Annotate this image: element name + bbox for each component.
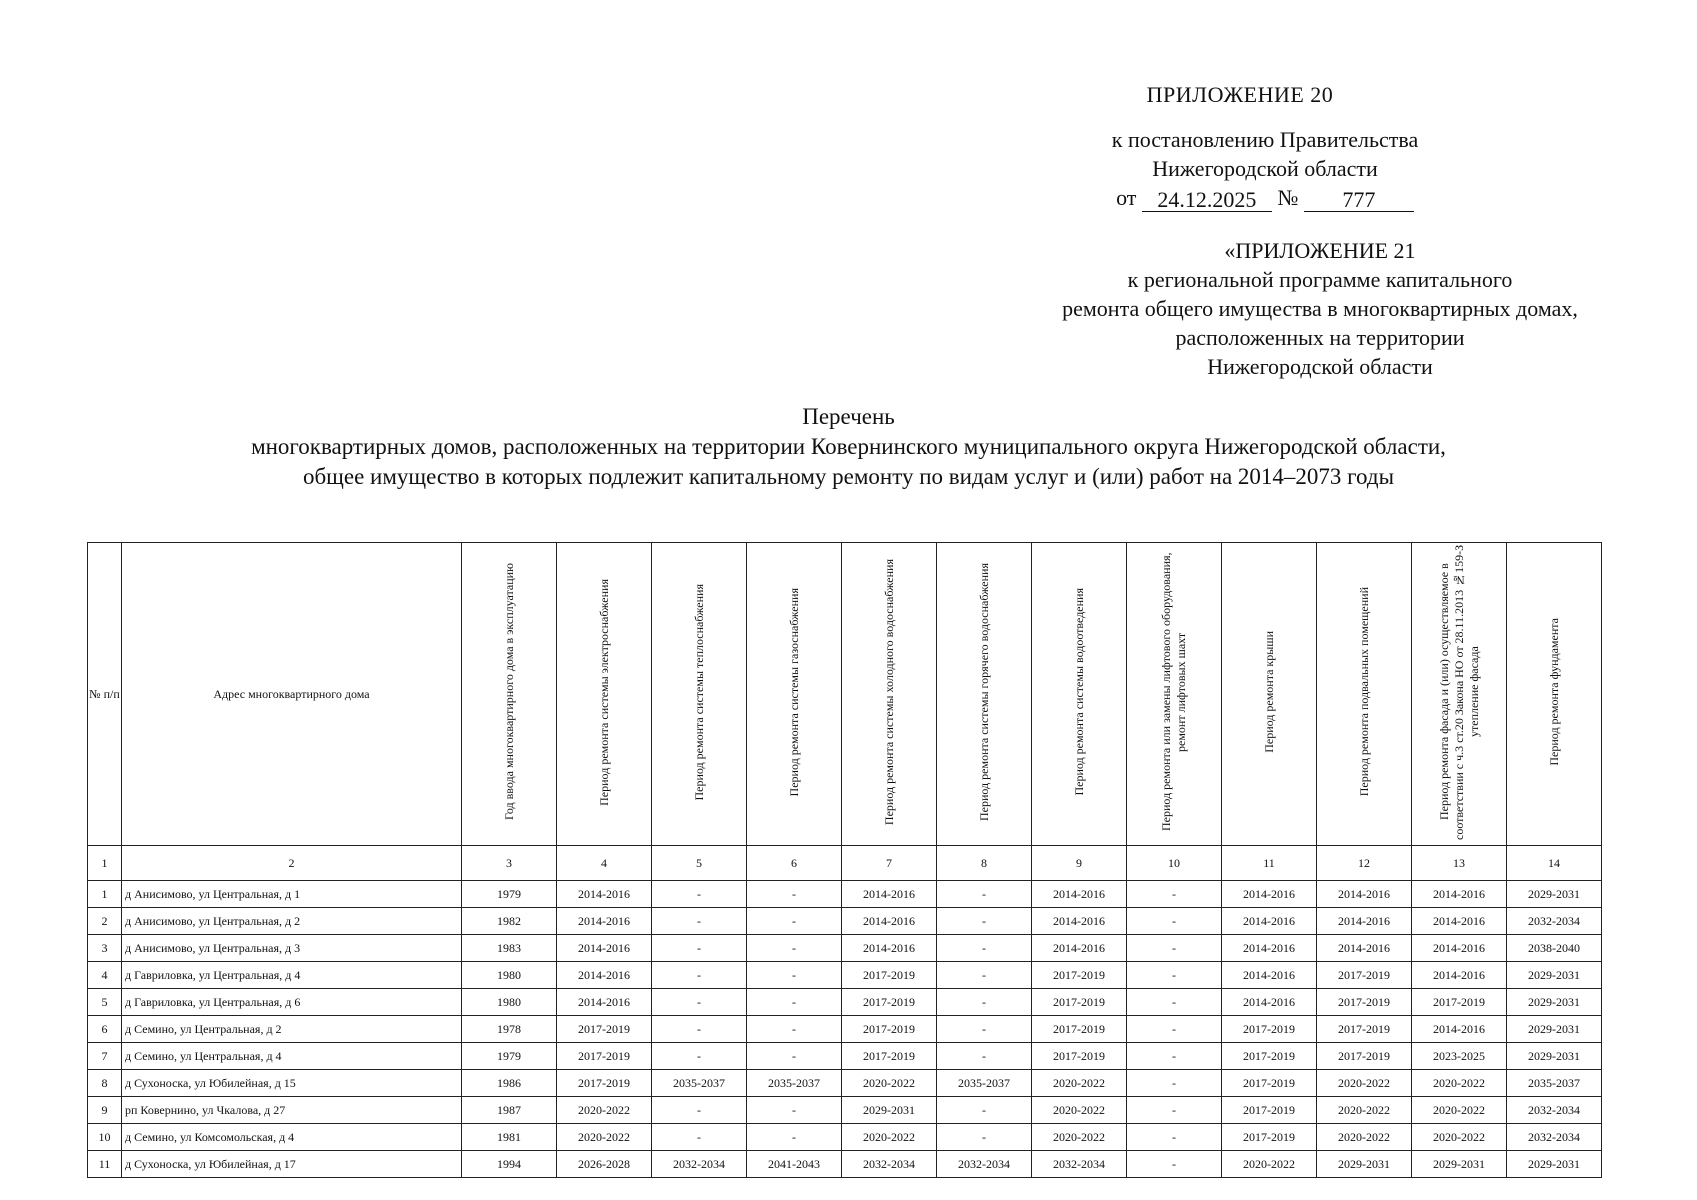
table-cell: 2020-2022 bbox=[1412, 1097, 1507, 1124]
table-cell: 1981 bbox=[462, 1124, 557, 1151]
table-cell: 2014-2016 bbox=[1317, 881, 1412, 908]
column-number: 8 bbox=[937, 846, 1032, 881]
column-header-text: Период ремонта системы холодного водоснабжения bbox=[881, 558, 896, 826]
table-cell: - bbox=[1127, 881, 1222, 908]
table-cell: - bbox=[652, 908, 747, 935]
table-cell: 2014-2016 bbox=[1412, 1016, 1507, 1043]
table-cell: 1979 bbox=[462, 1043, 557, 1070]
decree-line-1: к постановлению Правительства bbox=[1111, 127, 1419, 152]
table-cell: 2020-2022 bbox=[1412, 1070, 1507, 1097]
table-cell: 2032-2034 bbox=[652, 1151, 747, 1178]
table-cell: 2014-2016 bbox=[557, 989, 652, 1016]
table-cell: - bbox=[747, 1043, 842, 1070]
table-cell: 2014-2016 bbox=[1222, 881, 1317, 908]
table-cell: 2014-2016 bbox=[1032, 935, 1127, 962]
column-number: 4 bbox=[557, 846, 652, 881]
table-cell: - bbox=[1127, 1097, 1222, 1124]
table-cell: - bbox=[1127, 1070, 1222, 1097]
table-cell: 2032-2034 bbox=[1507, 908, 1602, 935]
table-cell: 2035-2037 bbox=[652, 1070, 747, 1097]
table-cell: - bbox=[747, 1016, 842, 1043]
table-cell: - bbox=[652, 1043, 747, 1070]
row-number: 4 bbox=[88, 962, 122, 989]
table-cell: - bbox=[937, 989, 1032, 1016]
table-cell: 2017-2019 bbox=[1222, 1043, 1317, 1070]
table-cell: 2014-2016 bbox=[557, 962, 652, 989]
table-cell: 2014-2016 bbox=[1222, 989, 1317, 1016]
table-cell: 1994 bbox=[462, 1151, 557, 1178]
table-cell: 2014-2016 bbox=[557, 881, 652, 908]
table-cell: 2017-2019 bbox=[1032, 989, 1127, 1016]
table-cell: - bbox=[652, 935, 747, 962]
column-header-text: Период ремонта системы газоснабжения bbox=[786, 587, 801, 797]
table-cell: 2032-2034 bbox=[1507, 1124, 1602, 1151]
table-cell: - bbox=[747, 908, 842, 935]
table-cell: 2017-2019 bbox=[1317, 1016, 1412, 1043]
table-cell: 2038-2040 bbox=[1507, 935, 1602, 962]
column-header-text: Период ремонта системы водоотведения bbox=[1071, 588, 1086, 796]
appendix-20-header bbox=[1080, 80, 1400, 109]
column-header-text: Период ремонта крыши bbox=[1261, 631, 1276, 753]
number-label: № bbox=[1277, 185, 1299, 210]
table-cell: - bbox=[652, 962, 747, 989]
program-line-1: к региональной программе капитального bbox=[1127, 267, 1513, 292]
program-reference bbox=[1010, 236, 1630, 381]
table-cell: 2035-2037 bbox=[937, 1070, 1032, 1097]
column-header bbox=[1222, 543, 1317, 846]
column-header bbox=[842, 543, 937, 846]
address-cell: д Гавриловка, ул Центральная, д 6 bbox=[122, 989, 462, 1016]
program-line-4: Нижегородской области bbox=[1207, 354, 1433, 379]
table-cell: - bbox=[937, 881, 1032, 908]
column-number: 3 bbox=[462, 846, 557, 881]
table-cell: 2020-2022 bbox=[557, 1097, 652, 1124]
column-header bbox=[937, 543, 1032, 846]
table-cell: 1979 bbox=[462, 881, 557, 908]
table-cell: 2014-2016 bbox=[1317, 935, 1412, 962]
table-cell: 2017-2019 bbox=[842, 1016, 937, 1043]
table-row bbox=[88, 1043, 1602, 1070]
table-cell: - bbox=[1127, 908, 1222, 935]
column-number: 1 bbox=[88, 846, 122, 881]
table-cell: 2020-2022 bbox=[842, 1070, 937, 1097]
table-cell: - bbox=[937, 1124, 1032, 1151]
table-cell: 2014-2016 bbox=[557, 935, 652, 962]
table-cell: 1982 bbox=[462, 908, 557, 935]
table-row bbox=[88, 1070, 1602, 1097]
appendix-21-title: «ПРИЛОЖЕНИЕ 21 bbox=[1224, 238, 1416, 263]
table-cell: 2017-2019 bbox=[1412, 989, 1507, 1016]
table-cell: 2029-2031 bbox=[1507, 1151, 1602, 1178]
table-row bbox=[88, 1151, 1602, 1178]
column-number: 5 bbox=[652, 846, 747, 881]
table-row bbox=[88, 1124, 1602, 1151]
table-cell: 2032-2034 bbox=[1507, 1097, 1602, 1124]
column-header-text: Период ремонта или замены лифтового оборудования, ремонт лифтовых шахт bbox=[1159, 552, 1188, 832]
decree-line-2: Нижегородской области bbox=[1152, 156, 1378, 181]
table-row bbox=[88, 1097, 1602, 1124]
table-cell: 2014-2016 bbox=[1222, 962, 1317, 989]
table-cell: - bbox=[747, 962, 842, 989]
table-cell: 2020-2022 bbox=[1032, 1124, 1127, 1151]
column-header bbox=[1412, 543, 1507, 846]
column-header bbox=[557, 543, 652, 846]
table-body bbox=[88, 543, 1602, 1178]
address-cell: д Анисимово, ул Центральная, д 1 bbox=[122, 881, 462, 908]
table-cell: - bbox=[747, 881, 842, 908]
column-header bbox=[652, 543, 747, 846]
column-header-text: Период ремонта системы электроснабжения bbox=[596, 578, 611, 806]
program-line-3: расположенных на территории bbox=[1175, 325, 1465, 350]
row-number: 7 bbox=[88, 1043, 122, 1070]
header-row bbox=[88, 543, 1602, 846]
column-header bbox=[462, 543, 557, 846]
column-header-text: Год ввода многоквартирного дома в эксплуатацию bbox=[501, 563, 516, 821]
column-header-text: Период ремонта системы горячего водоснабжения bbox=[976, 562, 991, 821]
table-cell: 2014-2016 bbox=[1032, 908, 1127, 935]
document-title bbox=[100, 402, 1597, 492]
column-header-text: № п/п bbox=[89, 686, 120, 701]
table-cell: - bbox=[937, 908, 1032, 935]
address-cell: д Семино, ул Центральная, д 4 bbox=[122, 1043, 462, 1070]
table-cell: - bbox=[652, 1097, 747, 1124]
table-cell: 2017-2019 bbox=[1032, 1016, 1127, 1043]
table-cell: 2014-2016 bbox=[1317, 908, 1412, 935]
table-cell: 2017-2019 bbox=[557, 1016, 652, 1043]
table-cell: 2017-2019 bbox=[557, 1043, 652, 1070]
table-cell: 2032-2034 bbox=[937, 1151, 1032, 1178]
table-row bbox=[88, 962, 1602, 989]
table-cell: 2029-2031 bbox=[842, 1097, 937, 1124]
table-cell: - bbox=[1127, 962, 1222, 989]
column-header bbox=[747, 543, 842, 846]
table-cell: 2020-2022 bbox=[1317, 1070, 1412, 1097]
column-header-text: Период ремонта системы теплоснабжения bbox=[691, 583, 706, 801]
row-number: 11 bbox=[88, 1151, 122, 1178]
table-cell: 2014-2016 bbox=[1412, 962, 1507, 989]
table-cell: - bbox=[652, 881, 747, 908]
row-number: 9 bbox=[88, 1097, 122, 1124]
table-cell: - bbox=[937, 962, 1032, 989]
table-cell: 1986 bbox=[462, 1070, 557, 1097]
table-cell: 2017-2019 bbox=[1032, 962, 1127, 989]
column-header bbox=[88, 543, 122, 846]
title-line-1: Перечень bbox=[802, 404, 895, 429]
column-number: 12 bbox=[1317, 846, 1412, 881]
column-header bbox=[1507, 543, 1602, 846]
row-number: 5 bbox=[88, 989, 122, 1016]
table-cell: 2029-2031 bbox=[1412, 1151, 1507, 1178]
table-cell: - bbox=[747, 935, 842, 962]
table-cell: - bbox=[937, 935, 1032, 962]
program-line-2: ремонта общего имущества в многоквартирных домах, bbox=[1062, 296, 1578, 321]
column-number: 7 bbox=[842, 846, 937, 881]
table-cell: 2020-2022 bbox=[1032, 1097, 1127, 1124]
table-cell: 1978 bbox=[462, 1016, 557, 1043]
title-line-2: многоквартирных домов, расположенных на территории Ковернинского муниципального округа Нижегородской области, bbox=[251, 434, 1446, 459]
table-cell: 2014-2016 bbox=[1222, 908, 1317, 935]
table-cell: - bbox=[1127, 989, 1222, 1016]
row-number: 2 bbox=[88, 908, 122, 935]
address-cell: д Сухоноска, ул Юбилейная, д 17 bbox=[122, 1151, 462, 1178]
column-number: 13 bbox=[1412, 846, 1507, 881]
table-cell: 2017-2019 bbox=[1222, 1124, 1317, 1151]
table-cell: 2029-2031 bbox=[1507, 881, 1602, 908]
column-header bbox=[1032, 543, 1127, 846]
table-cell: 2029-2031 bbox=[1317, 1151, 1412, 1178]
table-cell: - bbox=[652, 1016, 747, 1043]
table-cell: 2020-2022 bbox=[1412, 1124, 1507, 1151]
address-cell: д Гавриловка, ул Центральная, д 4 bbox=[122, 962, 462, 989]
table-cell: 2020-2022 bbox=[1222, 1151, 1317, 1178]
table-cell: 2014-2016 bbox=[1412, 935, 1507, 962]
decree-number: 777 bbox=[1304, 189, 1414, 212]
table-cell: - bbox=[1127, 1124, 1222, 1151]
table-cell: - bbox=[1127, 1043, 1222, 1070]
address-cell: д Сухоноска, ул Юбилейная, д 15 bbox=[122, 1070, 462, 1097]
table-row bbox=[88, 989, 1602, 1016]
table-cell: 1980 bbox=[462, 989, 557, 1016]
table-cell: 2041-2043 bbox=[747, 1151, 842, 1178]
column-number: 14 bbox=[1507, 846, 1602, 881]
column-number: 11 bbox=[1222, 846, 1317, 881]
table-row bbox=[88, 935, 1602, 962]
table-cell: 1980 bbox=[462, 962, 557, 989]
table-cell: 2032-2034 bbox=[842, 1151, 937, 1178]
table-row bbox=[88, 881, 1602, 908]
table-cell: - bbox=[652, 1124, 747, 1151]
table-cell: 2029-2031 bbox=[1507, 989, 1602, 1016]
title-line-3: общее имущество в которых подлежит капитальному ремонту по видам услуг и (или) работ на 2014–2073 годы bbox=[302, 464, 1395, 489]
row-number: 8 bbox=[88, 1070, 122, 1097]
table-cell: 1987 bbox=[462, 1097, 557, 1124]
table-cell: 2014-2016 bbox=[1412, 908, 1507, 935]
table-cell: 2014-2016 bbox=[842, 881, 937, 908]
table-cell: 2032-2034 bbox=[1032, 1151, 1127, 1178]
column-header bbox=[122, 543, 462, 846]
table-cell: 2026-2028 bbox=[557, 1151, 652, 1178]
address-cell: д Анисимово, ул Центральная, д 2 bbox=[122, 908, 462, 935]
table-cell: - bbox=[937, 1043, 1032, 1070]
table-cell: 2014-2016 bbox=[1222, 935, 1317, 962]
table-cell: 2014-2016 bbox=[1412, 881, 1507, 908]
column-number-row bbox=[88, 846, 1602, 881]
table-cell: 2017-2019 bbox=[842, 1043, 937, 1070]
column-header bbox=[1317, 543, 1412, 846]
row-number: 10 bbox=[88, 1124, 122, 1151]
column-header-text: Период ремонта подвальных помещений bbox=[1356, 587, 1371, 797]
appendix-20-title: ПРИЛОЖЕНИЕ 20 bbox=[1146, 82, 1334, 107]
table-cell: - bbox=[747, 1124, 842, 1151]
table-cell: 2029-2031 bbox=[1507, 1016, 1602, 1043]
table-cell: 2029-2031 bbox=[1507, 962, 1602, 989]
decree-date-row bbox=[1040, 183, 1490, 212]
table-cell: 2014-2016 bbox=[1032, 881, 1127, 908]
table-cell: 2017-2019 bbox=[1222, 1016, 1317, 1043]
table-cell: - bbox=[1127, 935, 1222, 962]
decree-reference bbox=[1040, 125, 1490, 212]
table-cell: 2023-2025 bbox=[1412, 1043, 1507, 1070]
table-cell: 2017-2019 bbox=[842, 989, 937, 1016]
table-cell: - bbox=[747, 989, 842, 1016]
table-cell: - bbox=[1127, 1016, 1222, 1043]
column-header-text: Адрес многоквартирного дома bbox=[213, 686, 370, 701]
table-cell: 1983 bbox=[462, 935, 557, 962]
table-cell: - bbox=[937, 1016, 1032, 1043]
table-cell: 2017-2019 bbox=[1317, 989, 1412, 1016]
table-cell: 2020-2022 bbox=[1317, 1124, 1412, 1151]
address-cell: д Семино, ул Центральная, д 2 bbox=[122, 1016, 462, 1043]
table-cell: 2029-2031 bbox=[1507, 1043, 1602, 1070]
column-header-text: Период ремонта фундамента bbox=[1546, 618, 1561, 766]
table-cell: 2017-2019 bbox=[1222, 1097, 1317, 1124]
table-cell: 2017-2019 bbox=[557, 1070, 652, 1097]
table-cell: 2017-2019 bbox=[1222, 1070, 1317, 1097]
table-cell: 2020-2022 bbox=[557, 1124, 652, 1151]
address-cell: рп Ковернино, ул Чкалова, д 27 bbox=[122, 1097, 462, 1124]
table-cell: - bbox=[937, 1097, 1032, 1124]
table-row bbox=[88, 908, 1602, 935]
row-number: 1 bbox=[88, 881, 122, 908]
row-number: 6 bbox=[88, 1016, 122, 1043]
table-cell: 2020-2022 bbox=[1317, 1097, 1412, 1124]
address-cell: д Семино, ул Комсомольская, д 4 bbox=[122, 1124, 462, 1151]
table-cell: - bbox=[1127, 1151, 1222, 1178]
row-number: 3 bbox=[88, 935, 122, 962]
table-cell: 2017-2019 bbox=[1032, 1043, 1127, 1070]
column-header bbox=[1127, 543, 1222, 846]
table-cell: 2017-2019 bbox=[842, 962, 937, 989]
table-cell: 2035-2037 bbox=[747, 1070, 842, 1097]
column-number: 6 bbox=[747, 846, 842, 881]
column-number: 10 bbox=[1127, 846, 1222, 881]
column-header-text: Период ремонта фасада и (или) осуществляемое в соответствии с ч.3 ст.20 Закона НО от 28.11.2013 №159-З утепление фасада bbox=[1436, 544, 1481, 840]
column-number: 2 bbox=[122, 846, 462, 881]
column-number: 9 bbox=[1032, 846, 1127, 881]
from-label: от bbox=[1116, 185, 1137, 210]
table-cell: 2017-2019 bbox=[1317, 962, 1412, 989]
table-cell: - bbox=[747, 1097, 842, 1124]
table-cell: 2014-2016 bbox=[842, 935, 937, 962]
table-cell: 2020-2022 bbox=[842, 1124, 937, 1151]
table-cell: 2014-2016 bbox=[842, 908, 937, 935]
repair-schedule-table bbox=[87, 542, 1602, 1178]
address-cell: д Анисимово, ул Центральная, д 3 bbox=[122, 935, 462, 962]
table-cell: 2020-2022 bbox=[1032, 1070, 1127, 1097]
decree-date: 24.12.2025 bbox=[1142, 189, 1272, 212]
table-cell: - bbox=[652, 989, 747, 1016]
table-row bbox=[88, 1016, 1602, 1043]
table-cell: 2014-2016 bbox=[557, 908, 652, 935]
table-cell: 2017-2019 bbox=[1317, 1043, 1412, 1070]
table-cell: 2035-2037 bbox=[1507, 1070, 1602, 1097]
